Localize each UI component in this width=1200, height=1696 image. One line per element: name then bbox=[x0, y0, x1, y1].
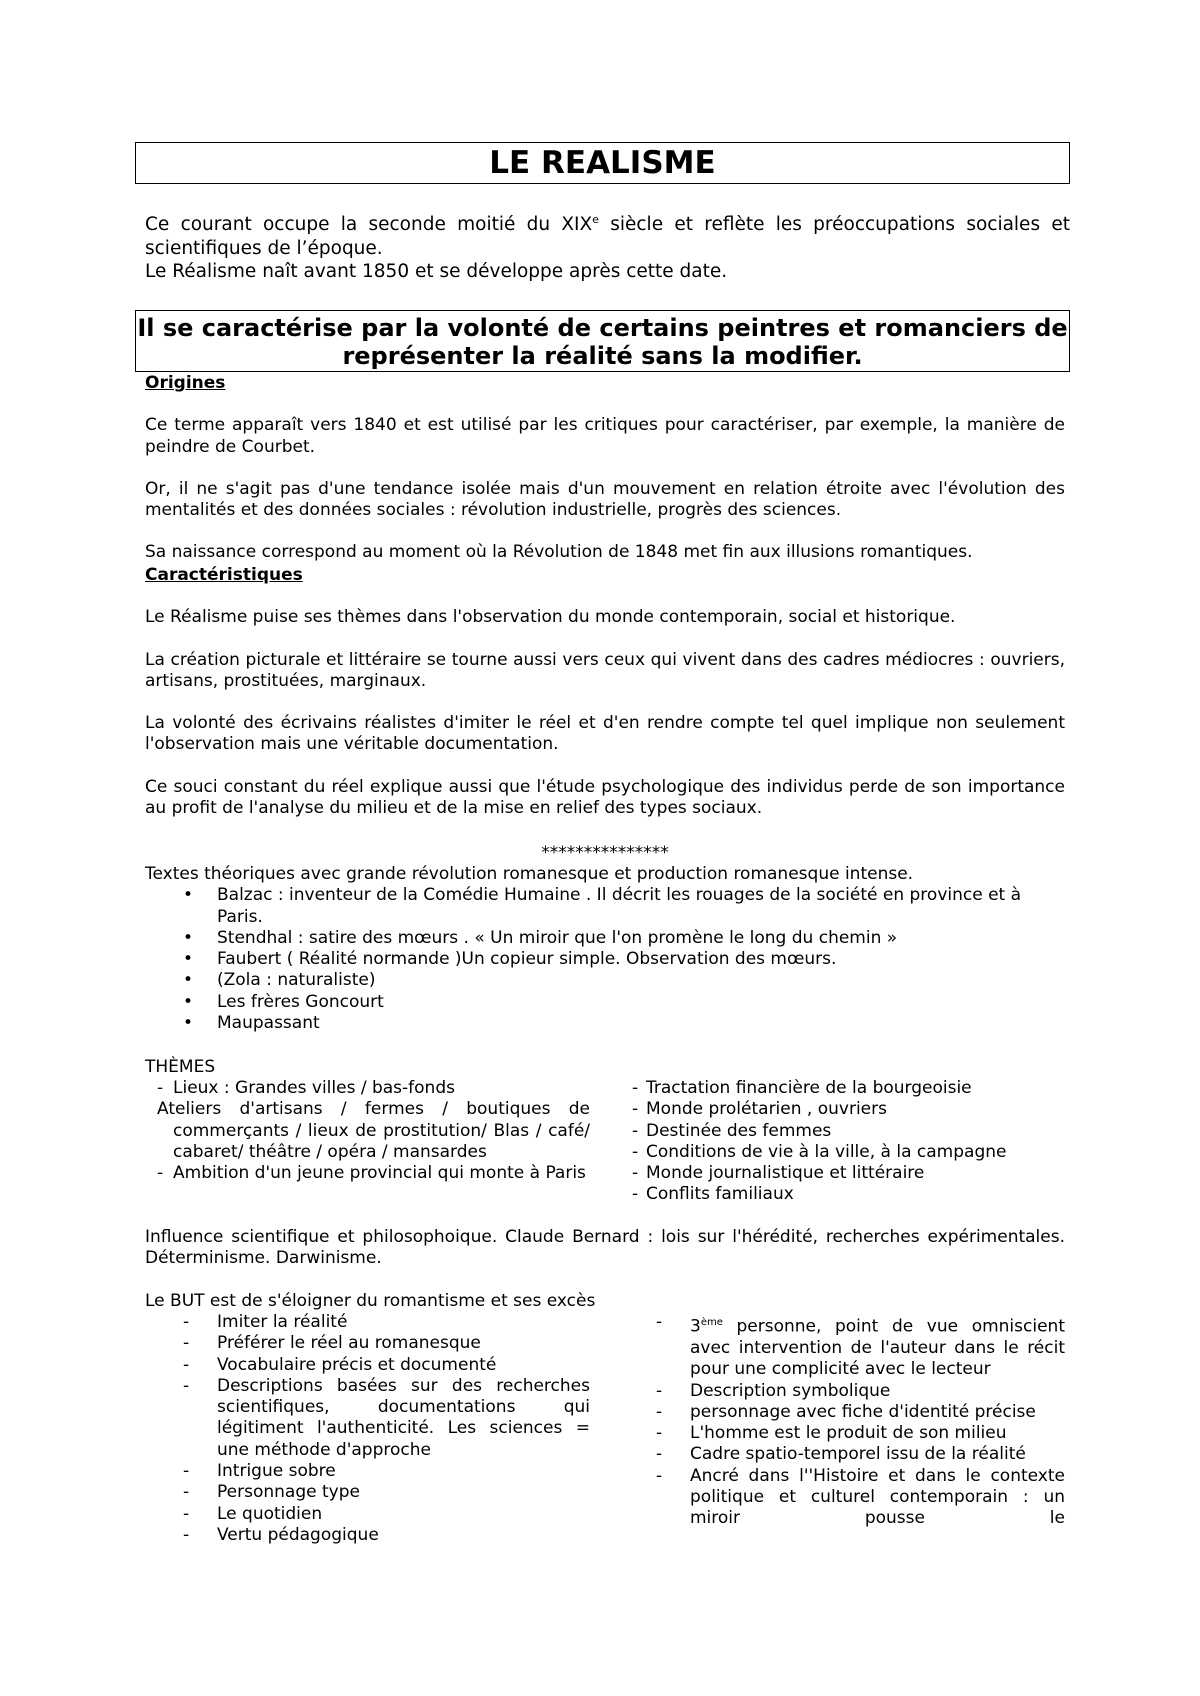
origines-heading: Origines bbox=[145, 373, 226, 393]
title-box bbox=[135, 142, 1070, 184]
list-item: - Imiter la réalité bbox=[145, 1312, 590, 1333]
list-item: - personnage avec fiche d'identité précise bbox=[618, 1402, 1065, 1423]
themes-right-column bbox=[632, 1078, 1072, 1206]
caracteristiques-section bbox=[145, 565, 1065, 819]
list-item: • (Zola : naturaliste) bbox=[217, 970, 1065, 991]
themes-left-column bbox=[145, 1078, 590, 1184]
authors-list bbox=[145, 885, 1065, 1034]
list-item: - Destinée des femmes bbox=[632, 1121, 1072, 1142]
intro-century-sup: e bbox=[592, 213, 599, 226]
list-item bbox=[145, 1099, 590, 1163]
caracteristiques-heading: Caractéristiques bbox=[145, 565, 303, 585]
origines-section bbox=[145, 373, 1065, 564]
list-item: • Maupassant bbox=[217, 1013, 1065, 1034]
list-item-text: Ateliers d'artisans / fermes / boutiques de commerçants / lieux de prostitution/ Blas / café/ cabaret/ théâtre / opéra / mansardes bbox=[157, 1099, 590, 1162]
list-item: - Vocabulaire précis et documenté bbox=[145, 1355, 590, 1376]
list-item: - Ancré dans l''Histoire et dans le contexte politique et culturel contemporain : un miroir pousse le bbox=[618, 1466, 1065, 1530]
list-item: - Conflits familiaux bbox=[632, 1184, 1072, 1205]
separator: *************** bbox=[541, 843, 669, 863]
themes-heading: THÈMES bbox=[145, 1057, 216, 1077]
list-item: - Personnage type bbox=[145, 1482, 590, 1503]
list-item: - Monde journalistique et littéraire bbox=[632, 1163, 1072, 1184]
list-item: - L'homme est le produit de son milieu bbox=[618, 1423, 1065, 1444]
ordinal-number: 3 bbox=[690, 1316, 701, 1337]
intro-line1-after: siècle et reflète les préoccupations sociales et scientifiques de l’époque. bbox=[145, 214, 1070, 259]
list-item: - Description symbolique bbox=[618, 1381, 1065, 1402]
influence-paragraph: Influence scientifique et philosophoique. Claude Bernard : lois sur l'hérédité, recherches expérimentales. Déterminisme. Darwinisme. bbox=[145, 1227, 1065, 1269]
list-item: - Préférer le réel au romanesque bbox=[145, 1333, 590, 1354]
caracteristiques-paragraph: La création picturale et littéraire se tourne aussi vers ceux qui vivent dans des cadres médiocres : ouvriers, artisans, prostituées, marginaux. bbox=[145, 649, 1065, 691]
list-item: - Le quotidien bbox=[145, 1504, 590, 1525]
list-item: - Cadre spatio-temporel issu de la réalité bbox=[618, 1444, 1065, 1465]
list-item: - Lieux : Grandes villes / bas-fonds bbox=[145, 1078, 590, 1099]
intro-paragraph bbox=[145, 208, 1070, 284]
ordinal-sup: ème bbox=[700, 1317, 723, 1328]
list-item: - Monde prolétarien , ouvriers bbox=[632, 1099, 1072, 1120]
page-title: LE REALISME bbox=[489, 145, 716, 181]
list-item: - Tractation financière de la bourgeoisie bbox=[632, 1078, 1072, 1099]
list-item: • Faubert ( Réalité normande )Un copieur simple. Observation des mœurs. bbox=[217, 949, 1065, 970]
list-item: - Ambition d'un jeune provincial qui monte à Paris bbox=[145, 1163, 590, 1184]
list-item: - Intrigue sobre bbox=[145, 1461, 590, 1482]
list-item: • Stendhal : satire des mœurs . « Un miroir que l'on promène le long du chemin » bbox=[217, 928, 1065, 949]
list-item: • Balzac : inventeur de la Comédie Humaine . Il décrit les rouages de la société en province et à Paris. bbox=[217, 885, 1065, 928]
caracteristiques-paragraph: Ce souci constant du réel explique aussi que l'étude psychologique des individus perde de son importance au profit de l'analyse du milieu et de la mise en relief des types sociaux. bbox=[145, 776, 1065, 819]
caracteristiques-paragraph: La volonté des écrivains réalistes d'imiter le réel et d'en rendre compte tel quel implique non seulement l'observation mais une véritable documentation. bbox=[145, 713, 1065, 755]
origines-paragraph: Sa naissance correspond au moment où la Révolution de 1848 met fin aux illusions romantiques. bbox=[145, 542, 973, 563]
caracteristiques-paragraph: Le Réalisme puise ses thèmes dans l'observation du monde contemporain, social et historique. bbox=[145, 607, 956, 628]
but-right-column bbox=[618, 1312, 1065, 1530]
textes-intro: Textes théoriques avec grande révolution romanesque et production romanesque intense. bbox=[145, 864, 914, 884]
characterization-box bbox=[135, 310, 1070, 372]
list-item bbox=[618, 1312, 1065, 1381]
origines-paragraph: Or, il ne s'agit pas d'une tendance isolée mais d'un mouvement en relation étroite avec l'évolution des mentalités et des données sociales : révolution industrielle, progrès des sciences. bbox=[145, 478, 1065, 521]
intro-line1-before: Ce courant occupe la seconde moitié du XIX bbox=[145, 214, 593, 236]
origines-paragraph: Ce terme apparaît vers 1840 et est utilisé par les critiques pour caractériser, par exemple, la manière de peindre de Courbet. bbox=[145, 415, 1065, 457]
characterization-text: Il se caractérise par la volonté de certains peintres et romanciers de représenter la réalité sans la modifier. bbox=[137, 314, 1068, 370]
list-item-text: personne, point de vue omniscient avec intervention de l'auteur dans le récit pour une complicité avec le lecteur bbox=[690, 1316, 1065, 1380]
list-item: - Vertu pédagogique bbox=[145, 1525, 590, 1546]
list-item: • Les frères Goncourt bbox=[217, 992, 1065, 1013]
intro-line2: Le Réalisme naît avant 1850 et se développe après cette date. bbox=[145, 261, 728, 283]
but-heading: Le BUT est de s'éloigner du romantisme et ses excès bbox=[145, 1291, 596, 1311]
list-item: - Conditions de vie à la ville, à la campagne bbox=[632, 1142, 1072, 1163]
but-left-column bbox=[145, 1312, 590, 1546]
textes-section bbox=[145, 864, 1065, 1034]
list-item: - Descriptions basées sur des recherches scientifiques, documentations qui légitiment l'authenticité. Les sciences = une méthode d'approche bbox=[145, 1376, 590, 1461]
